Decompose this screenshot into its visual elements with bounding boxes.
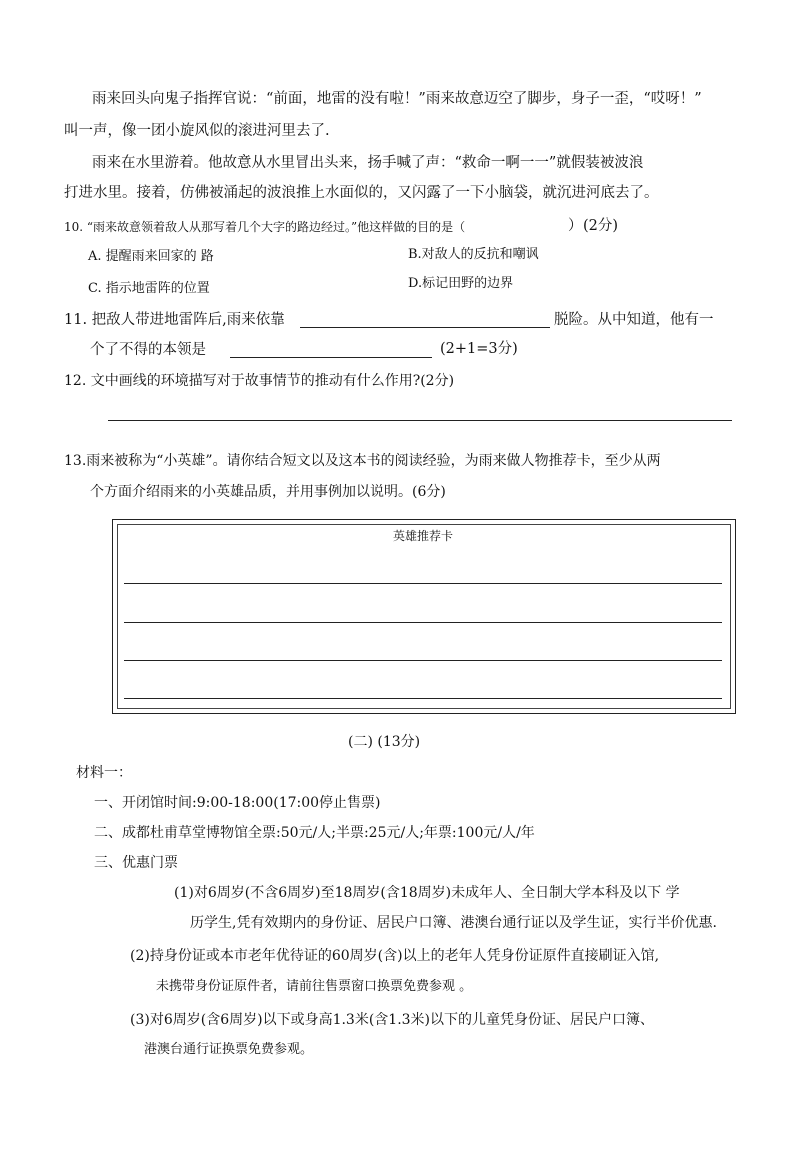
q10-option-d: D.标记田野的边界 [408,276,514,291]
section-2-heading: (二) (13分) [348,734,421,750]
discount-rule-1-line-2: 历学生,凭有效期内的身份证、居民户口簿、港澳台通行证以及学生证，实行半价优惠. [190,915,717,931]
material-item-1: 一、开闭馆时间:9:00-18:00(17:00停止售票) [94,795,381,811]
passage-paragraph-2-line-2: 打进水里。接着，仿佛被涌起的波浪推上水面似的，又闪露了一下小脑袋，就沉进河底去了。 [64,185,659,201]
q10-option-a: A. 提醒雨来回家的 路 [88,249,214,264]
q10-stem: 10. “雨来故意领着敌人从那写着几个大字的路边经过。”他这样做的目的是（ [64,220,466,234]
q13-line-1: 13.雨来被称为“小英雄”。请你结合短文以及这本书的阅读经验，为雨来做人物推荐卡，至少从两 [64,453,661,469]
q11-answer-blank-1[interactable] [300,327,550,328]
q12-stem: 12. 文中画线的环境描写对于故事情节的推动有什么作用?(2分) [64,373,455,389]
q11-line1-start: 11. 把敌人带进地雷阵后,雨来依靠 [64,312,285,328]
q10-paren-close: ） [568,218,583,234]
material-item-2: 二、成都杜甫草堂博物馆全票:50元/人;半票:25元/人;年票:100元/人/年 [94,825,535,841]
discount-rule-2-line-1: (2)持身份证或本市老年优待证的60周岁(含)以上的老年人凭身份证原件直接刷证入馆, [130,948,660,964]
q11-score: (2+1=3分) [440,341,518,357]
discount-rule-2-line-2: 未携带身份证原件者，请前往售票窗口换票免费参观 。 [156,979,473,994]
discount-rule-3-line-1: (3)对6周岁(含6周岁)以下或身高1.3米(含1.3米)以下的儿童凭身份证、居民户口簿、 [130,1012,655,1028]
card-answer-line-4[interactable] [124,698,722,699]
card-answer-line-2[interactable] [124,622,722,623]
q10-option-c: C. 指示地雷阵的位置 [88,281,210,296]
passage-paragraph-1-line-1: 雨来回头向鬼子指挥官说：“前面，地雷的没有啦！”雨来故意迈空了脚步，身子一歪，“哎呀！” [92,91,702,107]
discount-rule-1-line-1: (1)对6周岁(不含6周岁)至18周岁(含18周岁)未成年人、全日制大学本科及以下 学 [174,885,680,901]
q10-score: (2分) [583,218,619,234]
q10-option-b: B.对敌人的反抗和嘲讽 [408,247,539,262]
material-item-3: 三、优惠门票 [94,855,178,871]
recommendation-card-title: 英雄推荐卡 [393,529,454,543]
q13-line-2: 个方面介绍雨来的小英雄品质，并用事例加以说明。(6分) [90,484,446,500]
card-answer-line-3[interactable] [124,660,722,661]
passage-paragraph-2-line-1: 雨来在水里游着。他故意从水里冒出头来，扬手喊了声：“救命一啊一一”就假装被波浪 [92,155,644,171]
q11-line1-end: 脱险。从中知道，他有一 [554,312,714,328]
material-1-label: 材料一： [76,765,132,781]
card-answer-line-1[interactable] [124,583,722,584]
q11-answer-blank-2[interactable] [230,357,432,358]
q12-answer-line[interactable] [108,420,732,421]
q11-line2-start: 个了不得的本领是 [90,342,206,358]
discount-rule-3-line-2: 港澳台通行证换票免费参观。 [144,1042,314,1057]
recommendation-card-inner-border [117,524,731,709]
passage-paragraph-1-line-2: 叫一声，像一团小旋风似的滚进河里去了. [64,123,330,139]
